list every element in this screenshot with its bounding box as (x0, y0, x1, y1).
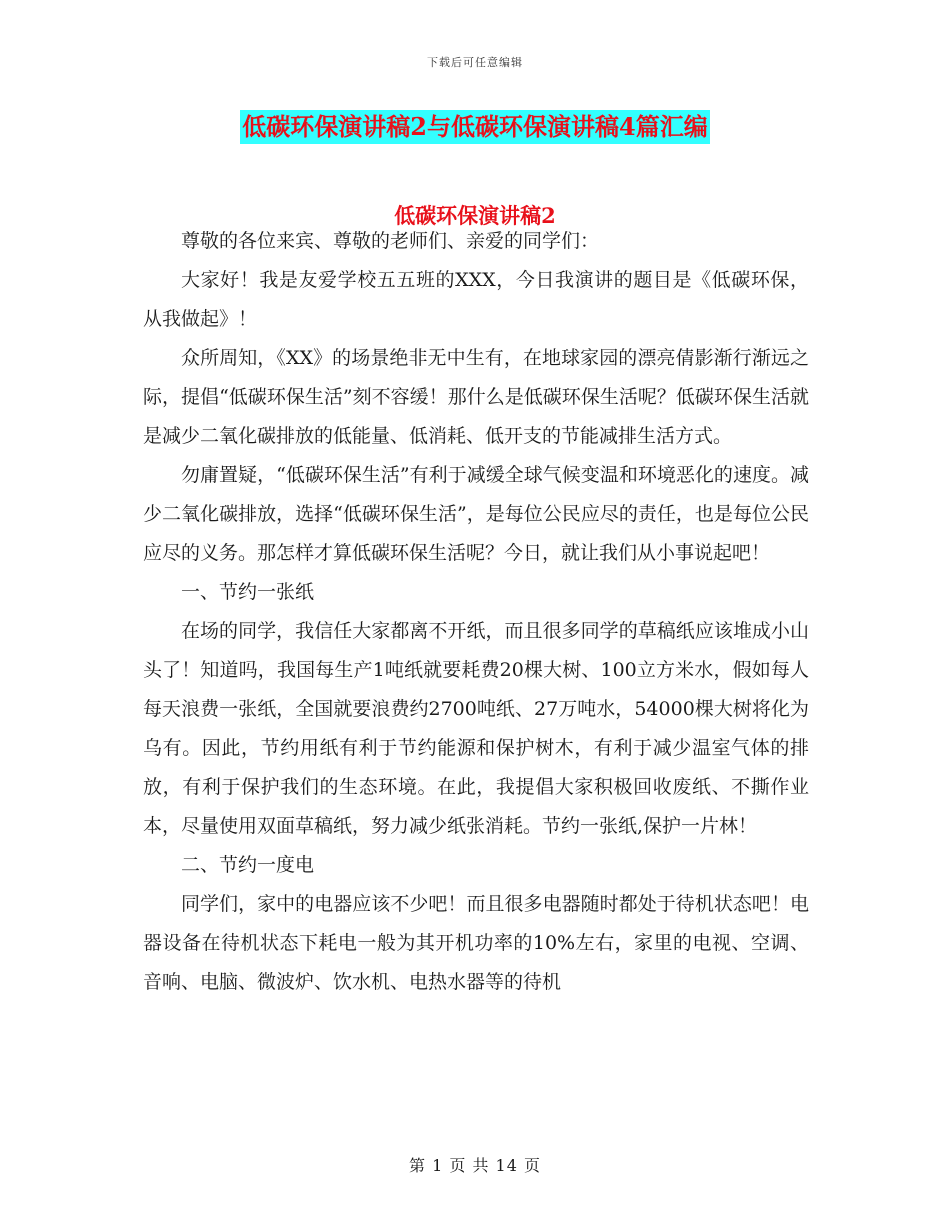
document-body (143, 222, 809, 1002)
paragraph-background: 众所周知，《XX》的场景绝非无中生有，在地球家园的漂亮倩影渐行渐远之际，提倡“低碳环保生活”刻不容缓！那什么是低碳环保生活呢？低碳环保生活就是减少二氧化碳排放的低能量、低消耗、低开支的节能减排生活方式。 (143, 347, 809, 447)
section-title: 低碳环保演讲稿2 (394, 203, 556, 228)
heading-save-paper: 一、节约一张纸 (181, 581, 315, 603)
page-footer-number: 第 1 页 共 14 页 (409, 1156, 541, 1175)
document-title: 低碳环保演讲稿2与低碳环保演讲稿4篇汇编 (240, 110, 709, 144)
document-title-container (0, 110, 950, 144)
paragraph-importance: 勿庸置疑，“低碳环保生活”有利于减缓全球气候变温和环境恶化的速度。减少二氧化碳排放，选择“低碳环保生活”，是每位公民应尽的责任，也是每位公民应尽的义务。那怎样才算低碳环保生活呢？今日，就让我们从小事说起吧！ (143, 464, 809, 564)
page-header-note: 下载后可任意编辑 (427, 56, 523, 69)
paragraph-intro: 大家好！我是友爱学校五五班的XXX，今日我演讲的题目是《低碳环保，从我做起》！ (143, 269, 809, 330)
paragraph-save-electricity: 同学们，家中的电器应该不少吧！而且很多电器随时都处于待机状态吧！电器设备在待机状态下耗电一般为其开机功率的10%左右，家里的电视、空调、音响、电脑、微波炉、饮水机、电热水器等的待机 (143, 893, 809, 993)
paragraph-save-paper: 在场的同学，我信任大家都离不开纸，而且很多同学的草稿纸应该堆成小山头了！知道吗，我国每生产1吨纸就要耗费20棵大树、100立方米水，假如每人每天浪费一张纸，全国就要浪费约2700吨纸、27万吨水，54000棵大树将化为乌有。因此，节约用纸有利于节约能源和保护树木，有利于减少温室气体的排放，有利于保护我们的生态环境。在此，我提倡大家积极回收废纸、不撕作业本，尽量使用双面草稿纸，努力减少纸张消耗。节约一张纸,保护一片林！ (143, 620, 809, 837)
heading-save-electricity: 二、节约一度电 (181, 854, 315, 876)
paragraph-greeting: 尊敬的各位来宾、尊敬的老师们、亲爱的同学们： (181, 230, 600, 252)
